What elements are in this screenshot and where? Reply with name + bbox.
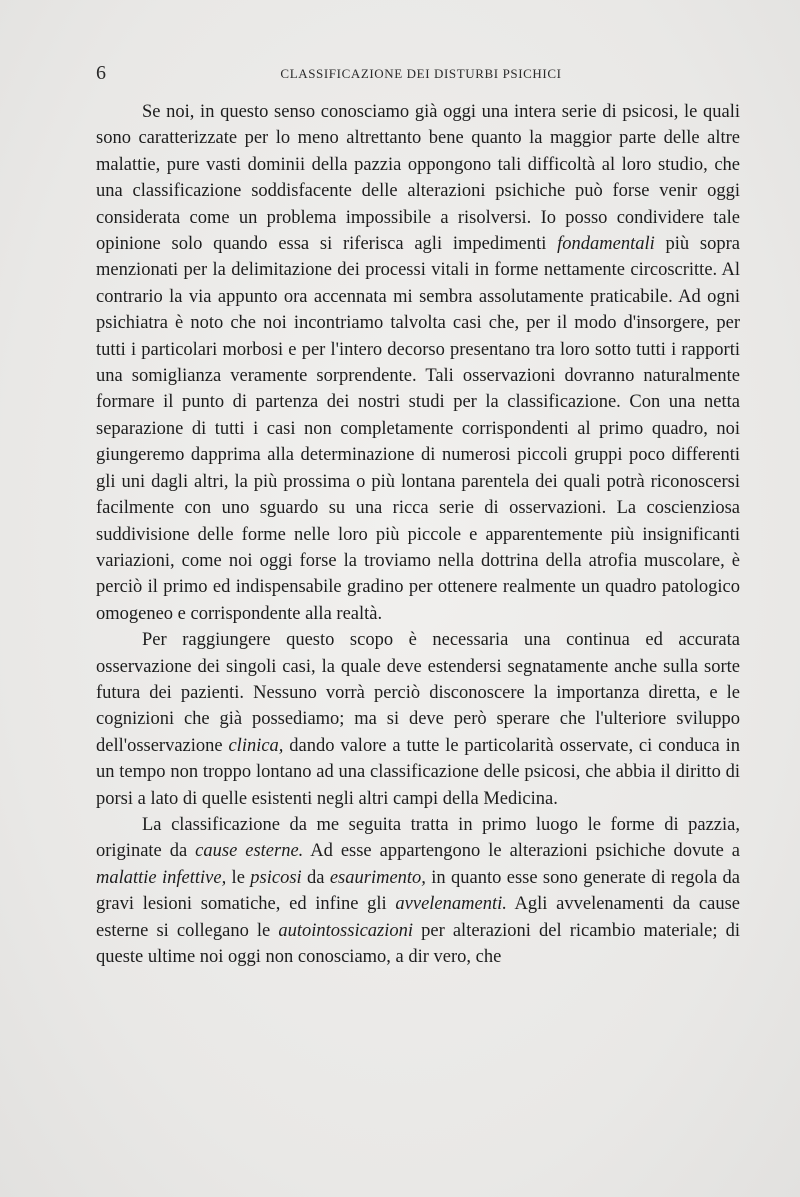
italic-term-malattie-infettive: malattie infettive, <box>96 867 227 888</box>
text-segment: in quanto esse sono generate di regola da gravi lesioni somatiche, ed infine gli <box>96 867 740 915</box>
text-segment: le <box>226 867 251 888</box>
italic-term-clinica: clinica, <box>228 735 284 756</box>
text-segment: Ad esse appartengono le alterazioni psichiche dovute a <box>303 841 740 862</box>
running-title: CLASSIFICAZIONE DEI DISTURBI PSICHICI <box>280 66 562 81</box>
italic-term-autointossicazioni: autointossicazioni <box>278 920 414 941</box>
italic-term-psicosi: psicosi <box>250 867 302 888</box>
body-text <box>96 99 740 970</box>
text-segment: più sopra menzionati per la delimitazione dei processi vitali in forme nettamente circoscritte. Al contrario la via appunto ora accennata mi sembra assolutamente praticabile. Ad ogni psichiatra è noto che noi incontriamo talvolta casi che, per il modo d'insorgere, per tutti i particolari morbosi e per l'intero decorso presentano tra loro sotto tutti i rapporti una somiglianza veramente sorprendente. Tali osservazioni dovranno naturalmente formare il punto di partenza dei nostri studi per la classificazione. Con una netta separazione di tutti i casi non completamente corrispondenti al primo quadro, noi giungeremo dapprima alla determinazione di numerosi piccoli gruppi poco differenti gli uni dagli altri, la più prossima o più lontana parentela dei quali potrà riconoscersi facilmente con uno sguardo su una ricca serie di osservazioni. La coscienziosa suddivisione delle forme nelle loro più piccole e apparentemente più insignificanti variazioni, come noi oggi forse la troviamo nella dottrina della atrofia muscolare, è perciò il primo ed indispensabile gradino per ottenere realmente un quadro patologico omogeneo e corrispondente alla realtà. <box>96 234 740 624</box>
text-segment: Agli avvelenamenti da cause esterne si collegano le <box>96 894 740 941</box>
text-segment: La classificazione da me seguita tratta in primo luogo le forme di pazzia, originate da <box>96 814 740 862</box>
text-segment: Per raggiungere questo scopo è necessaria una continua ed accurata osservazione dei singoli casi, la quale deve estendersi segnatamente anche sulla sorte futura dei pazienti. Nessuno vorrà perciò disconoscere la importanza diretta, e le cognizioni che già possediamo; ma si deve però sperare che l'ulteriore sviluppo dell'osservazione <box>96 630 740 756</box>
text-segment: Se noi, in questo senso conosciamo già oggi una intera serie di psicosi, le quali sono caratterizzate per lo meno altrettanto bene quanto la maggior parte delle altre malattie, pure vasti dominii della pazzia oppongono tali difficoltà al loro studio, che una classificazione soddisfacente delle alterazioni psichiche può forse venir oggi considerata come un problema impossibile a risolversi. Io posso condividere tale opinione solo quando essa si riferisca agli impedimenti <box>96 102 740 255</box>
text-segment: da <box>301 867 330 888</box>
paragraph-3 <box>96 812 740 970</box>
italic-term-cause-esterne: cause esterne. <box>195 841 304 862</box>
italic-term-fondamentali: fondamentali <box>557 234 655 255</box>
paragraph-2 <box>96 627 740 812</box>
italic-term-avvelenamenti: avvelenamenti. <box>395 894 507 915</box>
page-header <box>96 62 746 86</box>
text-segment: per alterazioni del ricambio materiale; di queste ultime noi oggi non conosciamo, a dir vero, che <box>96 920 740 967</box>
paragraph-1 <box>96 99 740 627</box>
text-segment: dando valore a tutte le particolarità osservate, ci conduca in un tempo non troppo lontano ad una classificazione delle psicosi, che abbia il diritto di porsi a lato di quelle esistenti negli altri campi della Medicina. <box>96 735 740 809</box>
italic-term-esaurimento: esaurimento, <box>329 867 426 888</box>
page-number: 6 <box>96 62 106 84</box>
